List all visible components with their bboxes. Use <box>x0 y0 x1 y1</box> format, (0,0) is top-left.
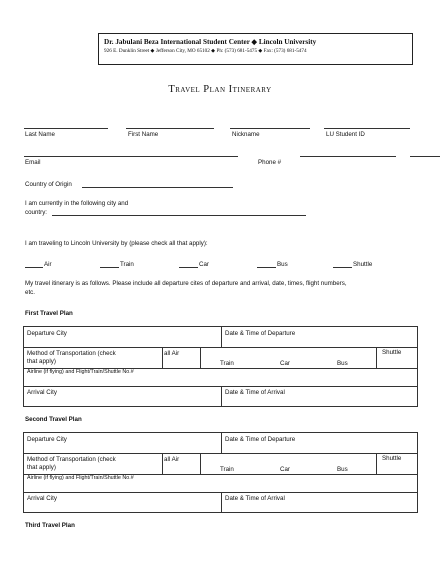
nickname-label: Nickname <box>232 131 260 138</box>
car-check-line[interactable] <box>179 267 198 268</box>
shuttle-option-label: Shuttle <box>353 261 373 268</box>
arrival-city-cell[interactable]: Arrival City <box>27 495 57 502</box>
last-name-label: Last Name <box>25 131 55 138</box>
phone-field-top[interactable] <box>300 156 396 157</box>
train-option[interactable]: Train <box>220 360 234 367</box>
third-plan-heading: Third Travel Plan <box>25 522 75 529</box>
second-plan-heading: Second Travel Plan <box>25 416 82 423</box>
phone-label: Phone # <box>258 159 282 166</box>
departure-datetime-cell[interactable]: Date & Time of Departure <box>225 330 296 337</box>
current-location-label-2: country: <box>25 209 48 216</box>
first-plan-table <box>23 326 418 407</box>
last-name-field[interactable] <box>24 128 108 129</box>
second-plan-table <box>23 432 418 513</box>
arrival-city-cell[interactable]: Arrival City <box>27 389 57 396</box>
airline-flight-cell[interactable]: Airline (if flying) and Flight/Train/Shuttle No.# <box>27 475 134 481</box>
bus-check-line[interactable] <box>257 267 276 268</box>
arrival-datetime-cell[interactable]: Date & Time of Arrival <box>225 389 285 396</box>
air-check-line[interactable] <box>25 267 43 268</box>
method-label-2: that apply) <box>27 464 56 471</box>
current-location-field[interactable] <box>52 215 306 216</box>
current-location-label-1: I am currently in the following city and <box>25 200 129 207</box>
car-option[interactable]: Car <box>280 466 290 473</box>
bus-option[interactable]: Bus <box>337 360 348 367</box>
email-label: Email <box>25 159 41 166</box>
shuttle-option[interactable]: Shuttle <box>382 349 402 356</box>
airline-flight-cell[interactable]: Airline (if flying) and Flight/Train/Shuttle No.# <box>27 369 134 375</box>
first-name-field[interactable] <box>126 128 214 129</box>
email-field[interactable] <box>24 156 238 157</box>
first-plan-heading: First Travel Plan <box>25 310 73 317</box>
departure-datetime-cell[interactable]: Date & Time of Departure <box>225 436 296 443</box>
letterhead-address: 926 E. Dunklin Street ◆ Jefferson City, MO 65102 ◆ Ph: (573) 681-5475 ◆ Fax: (573) 681-5474 <box>104 48 307 54</box>
page-title: Travel Plan Itinerary <box>168 84 272 95</box>
air-option-label: Air <box>44 261 52 268</box>
method-label-1: Method of Transportation (check <box>27 350 116 357</box>
departure-city-cell[interactable]: Departure City <box>27 436 67 443</box>
itinerary-instructions-2: etc. <box>25 289 35 296</box>
traveling-by-label: I am traveling to Lincoln University by (please check all that apply): <box>25 240 208 247</box>
train-check-line[interactable] <box>100 267 119 268</box>
nickname-field[interactable] <box>230 128 310 129</box>
all-air-option[interactable]: all Air <box>164 350 180 357</box>
first-name-label: First Name <box>128 131 159 138</box>
itinerary-instructions-1: My travel itinerary is as follows. Please include all departure cites of departure and arrival, date, times, flight numbers, <box>25 280 347 287</box>
train-option[interactable]: Train <box>220 466 234 473</box>
method-label-1: Method of Transportation (check <box>27 456 116 463</box>
phone-field-extra[interactable] <box>410 156 440 157</box>
car-option[interactable]: Car <box>280 360 290 367</box>
car-option-label: Car <box>199 261 209 268</box>
bus-option-label: Bus <box>277 261 288 268</box>
student-id-field[interactable] <box>324 128 410 129</box>
method-label-2: that apply) <box>27 358 56 365</box>
shuttle-check-line[interactable] <box>333 267 352 268</box>
country-origin-label: Country of Origin <box>25 181 72 188</box>
departure-city-cell[interactable]: Departure City <box>27 330 67 337</box>
train-option-label: Train <box>120 261 134 268</box>
country-origin-field[interactable] <box>82 187 233 188</box>
student-id-label: LU Student ID <box>326 131 365 138</box>
letterhead-title: Dr. Jabulani Beza International Student Center ◆ Lincoln University <box>104 38 317 46</box>
bus-option[interactable]: Bus <box>337 466 348 473</box>
arrival-datetime-cell[interactable]: Date & Time of Arrival <box>225 495 285 502</box>
all-air-option[interactable]: all Air <box>164 456 180 463</box>
shuttle-option[interactable]: Shuttle <box>382 455 402 462</box>
